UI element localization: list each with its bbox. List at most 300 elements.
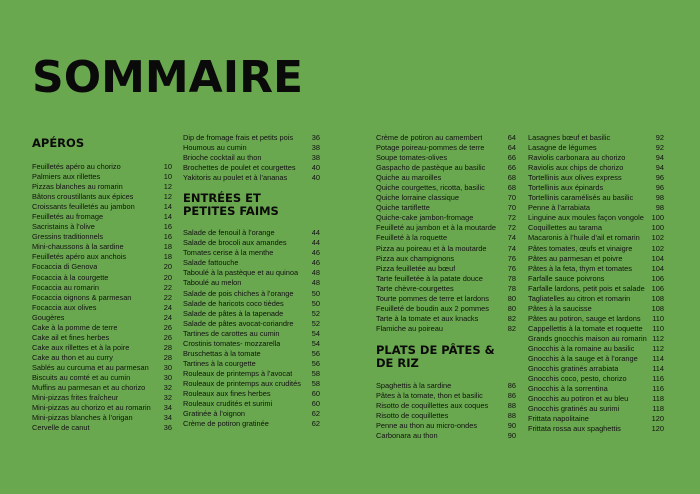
page-number: 30 xyxy=(163,372,172,382)
page-number: 40 xyxy=(311,173,320,183)
toc-entry xyxy=(183,379,320,389)
recipe-title: Tortellinis aux olives express xyxy=(528,173,622,183)
toc-entry xyxy=(376,264,516,274)
toc-entry xyxy=(528,244,664,254)
page-number: 32 xyxy=(163,393,172,403)
page-number: 104 xyxy=(651,263,664,273)
recipe-title: Pâtes au potiron, sauge et lardons xyxy=(528,313,641,323)
page-title: SOMMAIRE xyxy=(32,52,304,103)
recipe-title: Feuilleté de boudin aux 2 pommes xyxy=(376,303,489,313)
toc-entry xyxy=(528,254,664,264)
section-heading-plats-pates-riz: PLATS DE PÂTES & DE RIZ xyxy=(376,342,495,370)
toc-entry xyxy=(528,223,664,233)
toc-entry xyxy=(376,274,516,284)
page-number: 106 xyxy=(651,283,664,293)
recipe-title: Gnocchis gratinés arrabiata xyxy=(528,364,619,374)
page-number: 82 xyxy=(507,323,516,333)
page-number: 64 xyxy=(507,143,516,153)
recipe-title: Croissants feuilletés au jambon xyxy=(32,202,135,212)
page-number: 74 xyxy=(507,233,516,243)
recipe-title: Soupe tomates-olives xyxy=(376,153,448,163)
recipe-title: Cervelle de canut xyxy=(32,423,90,433)
recipe-title: Raviolis aux chips de chorizo xyxy=(528,163,624,173)
recipe-title: Biscuits au comté et au cumin xyxy=(32,372,131,382)
toc-entry xyxy=(376,223,516,233)
recipe-title: Cake ail et fines herbes xyxy=(32,332,110,342)
recipe-title: Tarte à la tomate et aux knacks xyxy=(376,313,479,323)
page-number: 58 xyxy=(311,368,320,378)
toc-entry xyxy=(528,193,664,203)
page-number: 68 xyxy=(507,183,516,193)
toc-entry xyxy=(376,183,516,193)
recipe-title: Tarte feuilletée à la patate douce xyxy=(376,273,483,283)
toc-entry xyxy=(528,414,664,424)
page-number: 26 xyxy=(163,322,172,332)
page-number: 56 xyxy=(311,358,320,368)
toc-entry xyxy=(183,369,320,379)
recipe-title: Raviolis carbonara au chorizo xyxy=(528,153,626,163)
page-number: 94 xyxy=(655,153,664,163)
toc-list xyxy=(376,133,516,334)
page-number: 114 xyxy=(652,354,664,364)
toc-entry xyxy=(528,304,664,314)
recipe-title: Gnocchis à la sorrentina xyxy=(528,384,608,394)
page-number: 102 xyxy=(651,233,664,243)
toc-entry xyxy=(528,274,664,284)
page-number: 58 xyxy=(311,378,320,388)
recipe-title: Bâtons croustillants aux épices xyxy=(32,192,134,202)
recipe-title: Focaccia di Genova xyxy=(32,262,98,272)
toc-entry xyxy=(376,391,516,401)
toc-entry xyxy=(376,254,516,264)
recipe-title: Risotto de coquillettes aux coques xyxy=(376,401,489,411)
toc-entry xyxy=(528,424,664,434)
recipe-title: Rouleaux de printemps à l’avocat xyxy=(183,368,293,378)
toc-entry xyxy=(528,173,664,183)
toc-entry xyxy=(32,423,172,433)
recipe-title: Flamiche au poireau xyxy=(376,323,443,333)
recipe-title: Focaccia oignons & parmesan xyxy=(32,292,132,302)
page-number: 82 xyxy=(507,313,516,323)
toc-entry xyxy=(528,294,664,304)
toc-entry xyxy=(32,192,172,202)
page-number: 60 xyxy=(311,399,320,409)
page-number: 86 xyxy=(507,390,516,400)
toc-column-4 xyxy=(528,133,664,434)
page-number: 32 xyxy=(163,383,172,393)
page-number: 20 xyxy=(163,272,172,282)
recipe-title: Feuilletés au fromage xyxy=(32,212,104,222)
page-number: 10 xyxy=(163,162,172,171)
toc-entry xyxy=(528,213,664,223)
page-number: 100 xyxy=(651,213,664,223)
page-number: 46 xyxy=(311,258,320,268)
recipe-title: Quiche courgettes, ricotta, basilic xyxy=(376,183,485,193)
recipe-title: Tarte chèvre-courgettes xyxy=(376,283,454,293)
toc-entry xyxy=(32,283,172,293)
page-number: 86 xyxy=(507,380,516,390)
recipe-title: Frittata napolitaine xyxy=(528,414,589,424)
page-number: 106 xyxy=(651,273,664,283)
recipe-title: Farfalle lardons, petit pois et salade xyxy=(528,283,645,293)
toc-entry xyxy=(32,172,172,182)
toc-entry xyxy=(376,244,516,254)
toc-entry xyxy=(183,309,320,319)
toc-entry xyxy=(183,289,320,299)
page-number: 90 xyxy=(507,421,516,431)
page-number: 22 xyxy=(163,292,172,302)
recipe-title: Crème de potiron au camembert xyxy=(376,133,483,142)
page-number: 110 xyxy=(652,313,664,323)
page-number: 88 xyxy=(507,401,516,411)
page-number: 110 xyxy=(652,323,664,333)
page-number: 50 xyxy=(311,298,320,308)
toc-entry xyxy=(32,212,172,222)
recipe-title: Salade de brocoli aux amandes xyxy=(183,238,287,248)
recipe-title: Tortellinis caramélisés au basilic xyxy=(528,193,634,203)
toc-entry xyxy=(183,299,320,309)
toc-entry xyxy=(32,232,172,242)
toc-list xyxy=(183,133,320,183)
toc-entry xyxy=(183,173,320,183)
page-number: 112 xyxy=(652,343,664,353)
recipe-title: Tourte pommes de terre et lardons xyxy=(376,293,489,303)
recipe-title: Coquillettes au tarama xyxy=(528,223,602,233)
toc-entry xyxy=(32,383,172,393)
toc-entry xyxy=(528,404,664,414)
toc-entry xyxy=(376,173,516,183)
toc-entry xyxy=(32,333,172,343)
recipe-title: Muffins au parmesan et au chorizo xyxy=(32,383,146,393)
page-number: 34 xyxy=(163,413,172,423)
toc-list xyxy=(183,228,320,429)
toc-entry xyxy=(183,268,320,278)
recipe-title: Lasagne de légumes xyxy=(528,143,597,153)
recipe-title: Farfalle sauce poivrons xyxy=(528,273,605,283)
recipe-title: Pâtes tomates, œufs et vinaigre xyxy=(528,243,633,253)
toc-list xyxy=(32,162,172,433)
toc-entry xyxy=(32,202,172,212)
recipe-title: Houmous au cumin xyxy=(183,143,247,153)
toc-entry xyxy=(183,359,320,369)
page-number: 56 xyxy=(311,348,320,358)
recipe-title: Mini-pizzas frites fraîcheur xyxy=(32,393,119,403)
recipe-title: Gnocchis coco, pesto, chorizo xyxy=(528,374,627,384)
page-number: 92 xyxy=(655,143,664,153)
toc-entry xyxy=(376,304,516,314)
recipe-title: Yakitoris au poulet et à l’ananas xyxy=(183,173,288,183)
recipe-title: Grands gnocchis maison au romarin xyxy=(528,333,647,343)
recipe-title: Carbonara au thon xyxy=(376,431,438,441)
page-number: 76 xyxy=(507,263,516,273)
toc-entry xyxy=(376,324,516,334)
section-heading-aperos: APÉROS xyxy=(32,136,85,150)
recipe-title: Tartines à la courgette xyxy=(183,358,256,368)
toc-entry xyxy=(32,273,172,283)
page-number: 24 xyxy=(163,302,172,312)
recipe-title: Rouleaux aux fines herbes xyxy=(183,388,271,398)
toc-entry xyxy=(183,419,320,429)
recipe-title: Cake aux rillettes et à la poire xyxy=(32,342,130,352)
recipe-title: Spaghettis à la sardine xyxy=(376,380,452,390)
recipe-title: Tomates cerise à la menthe xyxy=(183,248,274,258)
page-number: 60 xyxy=(311,388,320,398)
page-number: 104 xyxy=(651,253,664,263)
page-number: 72 xyxy=(507,213,516,223)
page-number: 38 xyxy=(311,143,320,153)
toc-entry xyxy=(528,394,664,404)
page-number: 118 xyxy=(652,404,664,414)
recipe-title: Gnocchis à la sauge et à l’orange xyxy=(528,354,638,364)
toc-entry xyxy=(376,284,516,294)
recipe-title: Brioche cocktail au thon xyxy=(183,153,262,163)
recipe-title: Lasagnes bœuf et basilic xyxy=(528,133,611,142)
recipe-title: Pâtes au parmesan et poivre xyxy=(528,253,623,263)
page-number: 72 xyxy=(507,223,516,233)
page-number: 52 xyxy=(311,318,320,328)
toc-entry xyxy=(528,324,664,334)
toc-entry xyxy=(376,213,516,223)
toc-entry xyxy=(528,384,664,394)
page-number: 114 xyxy=(652,364,664,374)
toc-entry xyxy=(32,363,172,373)
recipe-title: Feuilletés apéro au chorizo xyxy=(32,162,121,171)
page-number: 40 xyxy=(311,163,320,173)
toc-entry xyxy=(528,163,664,173)
recipe-title: Sablés au curcuma et au parmesan xyxy=(32,362,149,372)
page-number: 22 xyxy=(163,282,172,292)
toc-entry xyxy=(183,248,320,258)
toc-entry xyxy=(376,421,516,431)
toc-entry xyxy=(376,294,516,304)
recipe-title: Pâtes à la tomate, thon et basilic xyxy=(376,390,483,400)
page-number: 16 xyxy=(163,222,172,232)
recipe-title: Focaccia à la courgette xyxy=(32,272,109,282)
page-number: 88 xyxy=(507,411,516,421)
recipe-title: Crostinis tomates- mozzarella xyxy=(183,338,281,348)
toc-entry xyxy=(183,228,320,238)
page-number: 34 xyxy=(163,403,172,413)
page-number: 50 xyxy=(311,288,320,298)
recipe-title: Salade de pois chiches à l’orange xyxy=(183,288,294,298)
recipe-title: Gnocchis à la romaine au basilic xyxy=(528,343,635,353)
recipe-title: Cake à la pomme de terre xyxy=(32,322,118,332)
toc-entry xyxy=(376,153,516,163)
recipe-title: Pizzas blanches au romarin xyxy=(32,182,123,192)
recipe-title: Quiche-cake jambon-fromage xyxy=(376,213,474,223)
toc-column-1 xyxy=(32,133,172,433)
page-number: 64 xyxy=(507,133,516,142)
toc-entry xyxy=(528,284,664,294)
page-number: 12 xyxy=(163,192,172,202)
page-number: 28 xyxy=(163,352,172,362)
page-number: 38 xyxy=(311,153,320,163)
recipe-title: Tortellinis aux épinards xyxy=(528,183,604,193)
toc-entry xyxy=(32,222,172,232)
recipe-title: Gougères xyxy=(32,312,65,322)
page-number: 68 xyxy=(507,173,516,183)
recipe-title: Pizza aux champignons xyxy=(376,253,455,263)
toc-list xyxy=(528,133,664,434)
page-number: 96 xyxy=(655,173,664,183)
recipe-title: Gaspacho de pastèque au basilic xyxy=(376,163,486,173)
recipe-title: Macaronis à l’huile d’ail et romarin xyxy=(528,233,640,243)
section-heading-entrees: ENTRÉES ET PETITES FAIMS xyxy=(183,191,279,219)
page-number: 74 xyxy=(507,243,516,253)
recipe-title: Feuilleté au jambon et à la moutarde xyxy=(376,223,496,233)
page-number: 120 xyxy=(651,414,664,424)
toc-entry xyxy=(183,319,320,329)
toc-entry xyxy=(32,403,172,413)
page-number: 62 xyxy=(311,419,320,429)
page-number: 70 xyxy=(507,203,516,213)
page-number: 80 xyxy=(507,293,516,303)
recipe-title: Crème de potiron gratinée xyxy=(183,419,269,429)
page-number: 116 xyxy=(652,384,664,394)
page-number: 100 xyxy=(651,223,664,233)
recipe-title: Quiche lorraine classique xyxy=(376,193,459,203)
toc-entry xyxy=(183,163,320,173)
page-number: 108 xyxy=(651,293,664,303)
page-number: 94 xyxy=(655,163,664,173)
toc-entry xyxy=(32,393,172,403)
recipe-title: Quiche au maroilles xyxy=(376,173,442,183)
toc-entry xyxy=(183,258,320,268)
recipe-title: Brochettes de poulet et courgettes xyxy=(183,163,296,173)
recipe-title: Risotto de coquillettes xyxy=(376,411,449,421)
page-number: 18 xyxy=(163,252,172,262)
toc-entry xyxy=(528,354,664,364)
recipe-title: Gressins traditionnels xyxy=(32,232,104,242)
page-number: 26 xyxy=(163,332,172,342)
recipe-title: Mini-chaussons à la sardine xyxy=(32,242,124,252)
recipe-title: Focaccia au romarin xyxy=(32,282,99,292)
toc-entry xyxy=(528,264,664,274)
page-number: 30 xyxy=(163,362,172,372)
page-number: 78 xyxy=(507,273,516,283)
recipe-title: Palmiers aux rillettes xyxy=(32,172,101,182)
toc-entry xyxy=(183,143,320,153)
toc-entry xyxy=(32,323,172,333)
toc-entry xyxy=(32,373,172,383)
toc-entry xyxy=(376,193,516,203)
recipe-title: Gnocchis gratinés au surimi xyxy=(528,404,620,414)
page-number: 66 xyxy=(507,153,516,163)
recipe-title: Salade de haricots coco tièdes xyxy=(183,298,284,308)
recipe-title: Cappellettis à la tomate et roquette xyxy=(528,323,643,333)
recipe-title: Sacristains à l’olive xyxy=(32,222,95,232)
recipe-title: Taboulé à la pastèque et au quinoa xyxy=(183,268,299,278)
page-number: 46 xyxy=(311,248,320,258)
page-number: 92 xyxy=(655,133,664,142)
toc-entry xyxy=(32,293,172,303)
toc-entry xyxy=(183,389,320,399)
toc-entry xyxy=(528,374,664,384)
recipe-title: Frittata rossa aux spaghettis xyxy=(528,424,621,434)
recipe-title: Gnocchis au potiron et au bleu xyxy=(528,394,629,404)
page-number: 102 xyxy=(651,243,664,253)
toc-entry xyxy=(528,364,664,374)
page-number: 36 xyxy=(311,133,320,142)
page-number: 52 xyxy=(311,308,320,318)
toc-entry xyxy=(528,233,664,243)
recipe-title: Salade de fenouil à l’orange xyxy=(183,228,275,238)
toc-entry xyxy=(528,314,664,324)
recipe-title: Cake au thon et au curry xyxy=(32,352,113,362)
recipe-title: Potage poireau-pommes de terre xyxy=(376,143,485,153)
toc-entry xyxy=(376,381,516,391)
toc-entry xyxy=(183,399,320,409)
toc-entry xyxy=(376,233,516,243)
toc-entry xyxy=(32,303,172,313)
page-number: 14 xyxy=(163,202,172,212)
recipe-title: Tagliatelles au citron et romarin xyxy=(528,293,631,303)
page-number: 66 xyxy=(507,163,516,173)
recipe-title: Gratinée à l’oignon xyxy=(183,409,246,419)
recipe-title: Penne au thon au micro-ondes xyxy=(376,421,478,431)
toc-entry xyxy=(376,203,516,213)
recipe-title: Mini-pizzas au chorizo et au romarin xyxy=(32,403,151,413)
toc-entry xyxy=(32,262,172,272)
toc-entry xyxy=(32,252,172,262)
toc-entry xyxy=(376,431,516,441)
recipe-title: Taboulé au melon xyxy=(183,278,242,288)
recipe-title: Bruschettas à la tomate xyxy=(183,348,261,358)
toc-entry xyxy=(32,313,172,323)
recipe-title: Pâtes à la feta, thym et tomates xyxy=(528,263,632,273)
toc-entry xyxy=(376,401,516,411)
page-number: 54 xyxy=(311,338,320,348)
toc-column-3 xyxy=(376,133,516,441)
page-number: 108 xyxy=(651,303,664,313)
recipe-title: Rouleaux crudités et surimi xyxy=(183,399,273,409)
page-number: 36 xyxy=(163,423,172,433)
toc-entry xyxy=(32,353,172,363)
toc-entry xyxy=(32,162,172,172)
page-number: 10 xyxy=(163,172,172,182)
page-number: 54 xyxy=(311,328,320,338)
toc-entry xyxy=(183,153,320,163)
toc-entry xyxy=(528,203,664,213)
recipe-title: Salade fattouche xyxy=(183,258,239,268)
toc-entry xyxy=(183,278,320,288)
recipe-title: Rouleaux de printemps aux crudités xyxy=(183,378,301,388)
recipe-title: Mini-pizzas blanches à l’origan xyxy=(32,413,133,423)
recipe-title: Salade de pâtes à la tapenade xyxy=(183,308,284,318)
recipe-title: Pâtes à la saucisse xyxy=(528,303,592,313)
recipe-title: Feuilleté à la roquette xyxy=(376,233,448,243)
page-number: 28 xyxy=(163,342,172,352)
toc-entry xyxy=(183,329,320,339)
toc-entry xyxy=(376,143,516,153)
toc-entry xyxy=(183,349,320,359)
toc-entry xyxy=(183,409,320,419)
recipe-title: Linguine aux moules façon vongole xyxy=(528,213,644,223)
toc-column-2 xyxy=(183,133,320,429)
recipe-title: Penne à l’arrabiata xyxy=(528,203,591,213)
page-number: 44 xyxy=(311,228,320,238)
toc-list xyxy=(376,381,516,441)
page-number: 48 xyxy=(311,278,320,288)
page-number: 96 xyxy=(655,183,664,193)
toc-entry xyxy=(528,344,664,354)
toc-entry xyxy=(376,163,516,173)
recipe-title: Quiche tartiflette xyxy=(376,203,430,213)
page-number: 14 xyxy=(163,212,172,222)
page-number: 62 xyxy=(311,409,320,419)
page-number: 98 xyxy=(655,203,664,213)
toc-entry xyxy=(376,314,516,324)
